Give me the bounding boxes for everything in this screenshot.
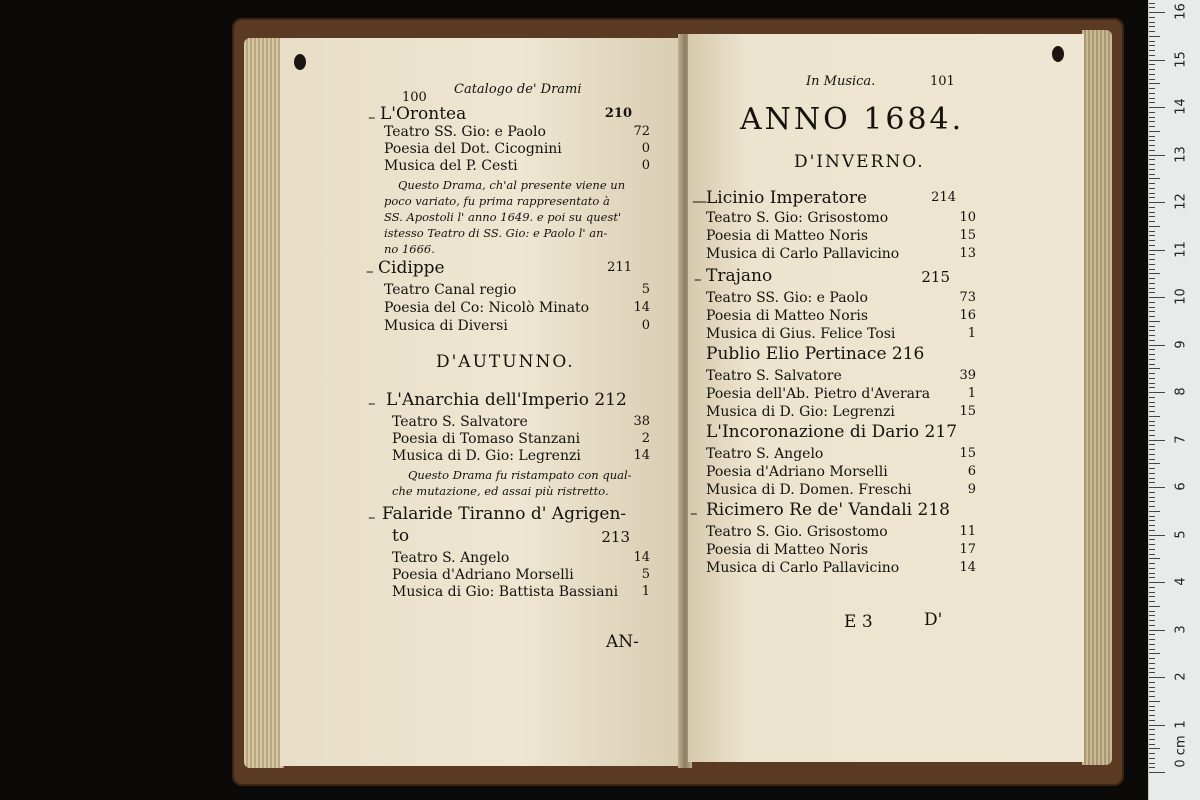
ruler-tick (1149, 763, 1155, 764)
ruler-label: 5 (1173, 529, 1189, 539)
ruler-tick (1149, 64, 1155, 65)
ruler-tick (1149, 668, 1155, 669)
year-heading: ANNO 1684. (740, 102, 965, 137)
entry-value: 1 (967, 326, 976, 341)
ruler-tick (1149, 69, 1155, 70)
ruler-label: 7 (1173, 434, 1189, 444)
ruler-tick (1149, 368, 1160, 369)
ruler-tick (1149, 596, 1155, 597)
ruler-tick (1149, 535, 1165, 536)
entry-line: Musica del P. Cesti (384, 158, 518, 174)
entry-line: Musica di Diversi (384, 318, 508, 334)
ruler-tick (1149, 31, 1155, 32)
ruler-tick (1149, 725, 1165, 726)
dash-mark: – (694, 270, 702, 288)
binding-hole (1052, 46, 1064, 62)
ruler-tick (1149, 516, 1155, 517)
entry-value: 0 (641, 158, 650, 173)
ruler-tick (1149, 354, 1155, 355)
ruler-label: 16 (1173, 3, 1189, 20)
ruler-tick (1149, 767, 1155, 768)
ruler-tick (1149, 706, 1155, 707)
left-page (280, 38, 682, 766)
entry-line: Poesia di Matteo Noris (706, 542, 869, 558)
ruler-tick (1149, 672, 1155, 673)
ruler-label: 12 (1173, 193, 1189, 210)
season-heading: D'INVERNO. (794, 152, 925, 172)
entry-title: Cidippe (378, 258, 445, 278)
entry-value: 10 (959, 210, 976, 225)
ruler-tick (1149, 335, 1155, 336)
ruler-tick (1149, 444, 1155, 445)
ruler-tick (1149, 164, 1155, 165)
entry-title: L'Orontea (380, 104, 467, 124)
season-heading: D'AUTUNNO. (436, 352, 575, 372)
ruler-tick (1149, 326, 1155, 327)
entry-title: Publio Elio Pertinace 216 (706, 344, 925, 364)
ruler-tick (1149, 259, 1155, 260)
entry-line: Teatro S. Salvatore (706, 368, 842, 384)
dash-mark: — (692, 192, 707, 210)
ruler-tick (1149, 653, 1160, 654)
entry-line: Musica di D. Gio: Legrenzi (392, 448, 581, 464)
ruler-tick (1149, 155, 1165, 156)
ruler-tick (1149, 682, 1155, 683)
ruler-tick (1149, 772, 1165, 773)
ruler-tick (1149, 710, 1155, 711)
ruler-tick (1149, 563, 1155, 564)
ruler-tick (1149, 753, 1155, 754)
ruler-tick (1149, 117, 1155, 118)
ruler-tick (1149, 520, 1155, 521)
ruler-tick (1149, 744, 1155, 745)
ruler-tick (1149, 12, 1165, 13)
ruler-tick (1149, 739, 1155, 740)
ruler-tick (1149, 36, 1160, 37)
entry-line: Teatro SS. Gio: e Paolo (706, 290, 868, 306)
ruler-tick (1149, 207, 1155, 208)
ruler-tick (1149, 41, 1155, 42)
catchword: AN- (606, 632, 639, 652)
ruler-tick (1149, 630, 1165, 631)
ruler-tick (1149, 487, 1165, 488)
ruler-tick (1149, 278, 1155, 279)
ruler-tick (1149, 231, 1155, 232)
ruler-tick (1149, 383, 1155, 384)
entry-value: 15 (959, 404, 976, 419)
ruler-label: 14 (1173, 98, 1189, 115)
entry-number: 215 (921, 268, 950, 286)
entry-value: 73 (959, 290, 976, 305)
ruler-label: 11 (1173, 240, 1189, 258)
ruler-tick (1149, 501, 1155, 502)
ruler-tick (1149, 140, 1155, 141)
entry-title: Trajano (706, 266, 773, 286)
ruler-tick (1149, 421, 1155, 422)
running-head: In Musica. (806, 74, 876, 89)
ruler-tick (1149, 197, 1155, 198)
entry-line: Teatro S. Gio: Grisostomo (706, 210, 889, 226)
ruler-tick (1149, 615, 1155, 616)
ruler-tick (1149, 620, 1155, 621)
entry-value: 72 (633, 124, 650, 139)
ruler-tick (1149, 349, 1155, 350)
entry-number: 211 (607, 260, 632, 275)
entry-line: Musica di Gius. Felice Tosi (706, 326, 896, 342)
entry-value: 11 (959, 524, 976, 539)
ruler-tick (1149, 373, 1155, 374)
page-edges-right (1082, 30, 1112, 765)
ruler-tick (1149, 430, 1155, 431)
running-head: Catalogo de' Drami (454, 82, 582, 97)
ruler-label: 6 (1173, 482, 1189, 491)
note-line: poco variato, fu prima rappresentato à (384, 194, 610, 208)
ruler-tick (1149, 60, 1165, 61)
ruler-tick (1149, 226, 1160, 227)
ruler-tick (1149, 321, 1160, 322)
ruler-tick (1149, 748, 1160, 749)
ruler-tick (1149, 245, 1155, 246)
entry-line: Poesia del Co: Nicolò Minato (384, 300, 590, 316)
entry-value: 5 (641, 567, 650, 582)
entry-value: 14 (959, 560, 976, 575)
ruler-tick (1149, 691, 1155, 692)
ruler-tick (1149, 254, 1155, 255)
ruler-tick (1149, 292, 1155, 293)
ruler-tick (1149, 98, 1155, 99)
ruler-tick (1149, 178, 1160, 179)
ruler-tick (1149, 440, 1165, 441)
note-line: Questo Drama fu ristampato con qual- (408, 468, 632, 482)
entry-title: Falaride Tiranno d' Agrigen- (382, 504, 627, 524)
entry-value: 13 (959, 246, 976, 261)
ruler-tick (1149, 625, 1155, 626)
ruler-tick (1149, 701, 1160, 702)
ruler-tick (1149, 611, 1155, 612)
entry-value: 9 (967, 482, 976, 497)
entry-line: Poesia d'Adriano Morselli (392, 567, 574, 583)
ruler-tick (1149, 74, 1155, 75)
ruler-tick (1149, 250, 1165, 251)
ruler-tick (1149, 677, 1165, 678)
entry-value: 15 (959, 228, 976, 243)
ruler-tick (1149, 734, 1155, 735)
ruler-tick (1149, 121, 1155, 122)
ruler-tick (1149, 216, 1155, 217)
ruler-tick (1149, 150, 1155, 151)
ruler-tick (1149, 107, 1165, 108)
entry-number: 213 (601, 528, 630, 546)
ruler-tick (1149, 174, 1155, 175)
entry-value: 5 (641, 282, 650, 297)
ruler-tick (1149, 592, 1155, 593)
entry-line: Teatro S. Salvatore (392, 414, 528, 430)
ruler-tick (1149, 687, 1155, 688)
ruler-tick (1149, 359, 1155, 360)
ruler-label: 15 (1173, 50, 1189, 68)
ruler-tick (1149, 7, 1155, 8)
ruler-tick (1149, 634, 1155, 635)
ruler-tick (1149, 302, 1155, 303)
ruler-tick (1149, 639, 1155, 640)
entry-line: Teatro Canal regio (384, 282, 517, 298)
entry-value: 16 (959, 308, 976, 323)
entry-line: Teatro S. Angelo (706, 446, 824, 462)
entry-line: Poesia di Matteo Noris (706, 308, 869, 324)
ruler-tick (1149, 345, 1165, 346)
ruler-tick (1149, 17, 1155, 18)
ruler-tick (1149, 397, 1155, 398)
ruler-tick (1149, 83, 1160, 84)
ruler-tick (1149, 568, 1155, 569)
binding-hole (294, 54, 306, 70)
ruler-tick (1149, 406, 1155, 407)
entry-value: 1 (641, 584, 650, 599)
ruler-tick (1149, 549, 1155, 550)
dash-mark: – (368, 508, 376, 526)
ruler-tick (1149, 45, 1155, 46)
signature-mark: E 3 (844, 612, 873, 632)
ruler-tick (1149, 539, 1155, 540)
entry-value: 15 (959, 446, 976, 461)
ruler-tick (1149, 145, 1155, 146)
ruler-tick (1149, 649, 1155, 650)
entry-line: Musica di D. Domen. Freschi (706, 482, 912, 498)
ruler-tick (1149, 288, 1155, 289)
ruler-tick (1149, 582, 1165, 583)
entry-line: Teatro S. Gio. Grisostomo (706, 524, 888, 540)
ruler-tick (1149, 93, 1155, 94)
ruler-tick (1149, 511, 1160, 512)
ruler-tick (1149, 273, 1160, 274)
ruler-tick (1149, 235, 1155, 236)
ruler-tick (1149, 264, 1155, 265)
ruler-label: 9 (1173, 339, 1189, 349)
ruler-label: 2 (1173, 672, 1189, 681)
ruler-tick (1149, 102, 1155, 103)
ruler-tick (1149, 202, 1165, 203)
page-number: 100 (402, 90, 427, 105)
ruler-tick (1149, 454, 1155, 455)
entry-value: 6 (967, 464, 976, 479)
entry-value: 14 (633, 448, 650, 463)
ruler-tick (1149, 316, 1155, 317)
entry-value: 0 (641, 141, 650, 156)
right-page (688, 34, 1084, 762)
ruler-tick (1149, 240, 1155, 241)
ruler-tick (1149, 126, 1155, 127)
ruler-tick (1149, 55, 1155, 56)
ruler-tick (1149, 311, 1155, 312)
ruler-tick (1149, 22, 1155, 23)
ruler-tick (1149, 26, 1155, 27)
dash-mark: – (366, 262, 374, 280)
ruler-label: 10 (1173, 288, 1189, 305)
catchword: D' (924, 610, 943, 630)
ruler-tick (1149, 463, 1160, 464)
ruler-tick (1149, 330, 1155, 331)
entry-value: 38 (633, 414, 650, 429)
ruler-tick (1149, 212, 1155, 213)
ruler-tick (1149, 449, 1155, 450)
ruler-tick (1149, 340, 1155, 341)
entry-line: Musica di Carlo Pallavicino (706, 560, 900, 576)
ruler-tick (1149, 530, 1155, 531)
ruler-tick (1149, 601, 1155, 602)
ruler-tick (1149, 459, 1155, 460)
ruler-tick (1149, 283, 1155, 284)
ruler-label: 13 (1173, 145, 1189, 163)
entry-value: 2 (641, 431, 650, 446)
entry-line: Poesia di Tomaso Stanzani (392, 431, 581, 447)
note-line: Questo Drama, ch'al presente viene un (398, 178, 626, 192)
ruler-tick (1149, 79, 1155, 80)
entry-line: Poesia d'Adriano Morselli (706, 464, 888, 480)
ruler-tick (1149, 644, 1155, 645)
ruler-tick (1149, 492, 1155, 493)
page-number: 101 (930, 74, 955, 89)
ruler-tick (1149, 50, 1155, 51)
entry-title-continued: to (392, 526, 410, 546)
entry-title: Licinio Imperatore (706, 188, 868, 208)
ruler-tick (1149, 554, 1155, 555)
page-edges-left (244, 38, 284, 768)
ruler-tick (1149, 112, 1155, 113)
ruler-tick (1149, 169, 1155, 170)
ruler-tick (1149, 416, 1160, 417)
entry-line: Poesia del Dot. Cicognini (384, 141, 562, 157)
ruler-tick (1149, 758, 1155, 759)
measuring-ruler (1148, 0, 1200, 800)
ruler-tick (1149, 497, 1155, 498)
ruler-tick (1149, 136, 1155, 137)
note-line: no 1666. (384, 242, 435, 256)
ruler-tick (1149, 392, 1165, 393)
ruler-tick (1149, 425, 1155, 426)
entry-line: Teatro S. Angelo (392, 550, 510, 566)
ruler-tick (1149, 402, 1155, 403)
ruler-tick (1149, 307, 1155, 308)
ruler-tick (1149, 131, 1160, 132)
ruler-tick (1149, 3, 1155, 4)
entry-line: Musica di D. Gio: Legrenzi (706, 404, 895, 420)
ruler-tick (1149, 193, 1155, 194)
ruler-tick (1149, 221, 1155, 222)
ruler-tick (1149, 525, 1155, 526)
entry-line: Teatro SS. Gio: e Paolo (384, 124, 546, 140)
ruler-tick (1149, 269, 1155, 270)
ruler-tick (1149, 663, 1155, 664)
entry-value: 0 (641, 318, 650, 333)
ruler-tick (1149, 435, 1155, 436)
ruler-tick (1149, 387, 1155, 388)
ruler-tick (1149, 159, 1155, 160)
ruler-tick (1149, 606, 1160, 607)
ruler-tick (1149, 715, 1155, 716)
ruler-tick (1149, 468, 1155, 469)
ruler-tick (1149, 88, 1155, 89)
ruler-tick (1149, 378, 1155, 379)
entry-value: 1 (967, 386, 976, 401)
note-line: che mutazione, ed assai più ristretto. (392, 484, 609, 498)
ruler-tick (1149, 473, 1155, 474)
ruler-tick (1149, 411, 1155, 412)
entry-title: Ricimero Re de' Vandali 218 (706, 500, 950, 520)
ruler-tick (1149, 544, 1155, 545)
entry-title: L'Anarchia dell'Imperio 212 (386, 390, 627, 410)
entry-line: Musica di Gio: Battista Bassiani (392, 584, 619, 600)
entry-value: 14 (633, 550, 650, 565)
ruler-tick (1149, 729, 1155, 730)
ruler-tick (1149, 478, 1155, 479)
ruler-tick (1149, 482, 1155, 483)
entry-line: Poesia dell'Ab. Pietro d'Averara (706, 386, 931, 402)
entry-value: 14 (633, 300, 650, 315)
entry-title: L'Incoronazione di Dario 217 (706, 422, 958, 442)
ruler-tick (1149, 720, 1155, 721)
ruler-tick (1149, 658, 1155, 659)
ruler-tick (1149, 364, 1155, 365)
dash-mark: – (368, 394, 376, 412)
ruler-tick (1149, 183, 1155, 184)
note-line: istesso Teatro di SS. Gio: e Paolo l' an- (384, 226, 608, 240)
ruler-label: 0 cm (1173, 735, 1189, 768)
ruler-tick (1149, 558, 1160, 559)
ruler-label: 8 (1173, 387, 1189, 396)
ruler-tick (1149, 587, 1155, 588)
ruler-tick (1149, 696, 1155, 697)
entry-number: 214 (931, 190, 956, 205)
note-line: SS. Apostoli l' anno 1649. e poi su quest' (384, 210, 622, 224)
entry-value: 39 (959, 368, 976, 383)
dash-mark: – (690, 504, 698, 522)
entry-value: 17 (959, 542, 976, 557)
ruler-label: 4 (1173, 577, 1189, 586)
ruler-label: 3 (1173, 624, 1189, 634)
entry-number: 210 (604, 106, 632, 121)
ruler-label: 1 (1173, 719, 1189, 729)
ruler-tick (1149, 506, 1155, 507)
ruler-tick (1149, 188, 1155, 189)
ruler-tick (1149, 577, 1155, 578)
ruler-tick (1149, 573, 1155, 574)
entry-line: Musica di Carlo Pallavicino (706, 246, 900, 262)
entry-line: Poesia di Matteo Noris (706, 228, 869, 244)
dash-mark: – (368, 108, 376, 126)
ruler-tick (1149, 297, 1165, 298)
